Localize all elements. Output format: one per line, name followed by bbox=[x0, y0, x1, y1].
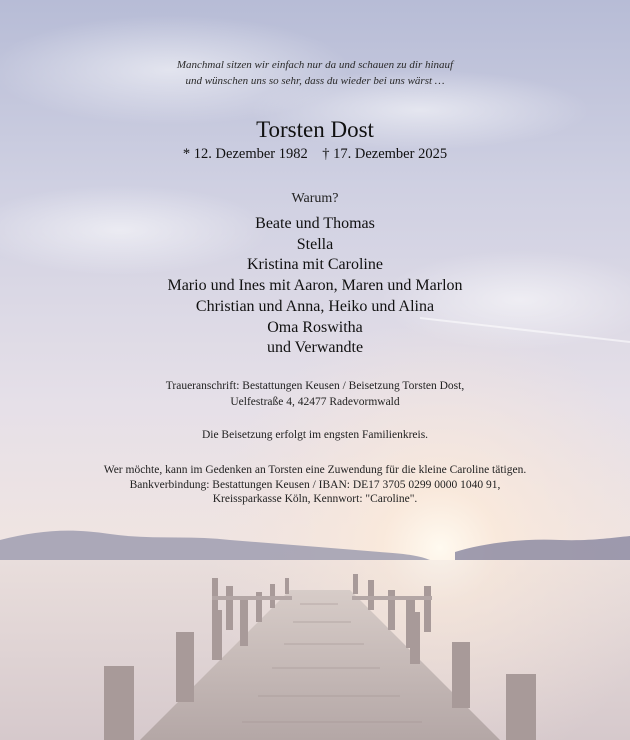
address-line: Uelfestraße 4, 42477 Radevormwald bbox=[230, 395, 400, 408]
mourners-list bbox=[0, 214, 630, 359]
question-heading: Warum? bbox=[291, 191, 339, 206]
mourner-line: Christian und Anna, Heiko und Alina bbox=[195, 297, 435, 315]
mourner-line: Mario und Ines mit Aaron, Maren und Marlon bbox=[167, 277, 463, 295]
mourner-line: Stella bbox=[296, 235, 334, 253]
deceased-name: Torsten Dost bbox=[256, 117, 374, 142]
mourner-line: Beate und Thomas bbox=[255, 215, 375, 232]
quote-line: Manchmal sitzen wir einfach nur da und schauen zu dir hinauf bbox=[176, 59, 454, 71]
mourner-line: Oma Roswitha bbox=[267, 318, 363, 336]
life-dates: * 12. Dezember 1982 † 17. Dezember 2025 bbox=[182, 146, 448, 162]
donation-info bbox=[0, 463, 630, 507]
address-line: Traueranschrift: Bestattungen Keusen / Beisetzung Torsten Dost, bbox=[165, 380, 465, 392]
mourner-line: Kristina mit Caroline bbox=[247, 256, 383, 274]
donation-line: Bankverbindung: Bestattungen Keusen / IBAN: DE17 3705 0299 0000 1040 91, bbox=[129, 478, 501, 491]
mourning-address bbox=[0, 379, 630, 410]
quote-line: und wünschen uns so sehr, dass du wieder bei uns wärst … bbox=[185, 75, 445, 87]
burial-note: Die Beisetzung erfolgt im engsten Familienkreis. bbox=[201, 429, 429, 441]
donation-line: Kreissparkasse Köln, Kennwort: "Caroline". bbox=[212, 493, 418, 505]
mourner-line: und Verwandte bbox=[266, 339, 364, 357]
memorial-quote bbox=[0, 57, 630, 89]
donation-line: Wer möchte, kann im Gedenken an Torsten eine Zuwendung für die kleine Caroline tätigen. bbox=[103, 464, 527, 476]
